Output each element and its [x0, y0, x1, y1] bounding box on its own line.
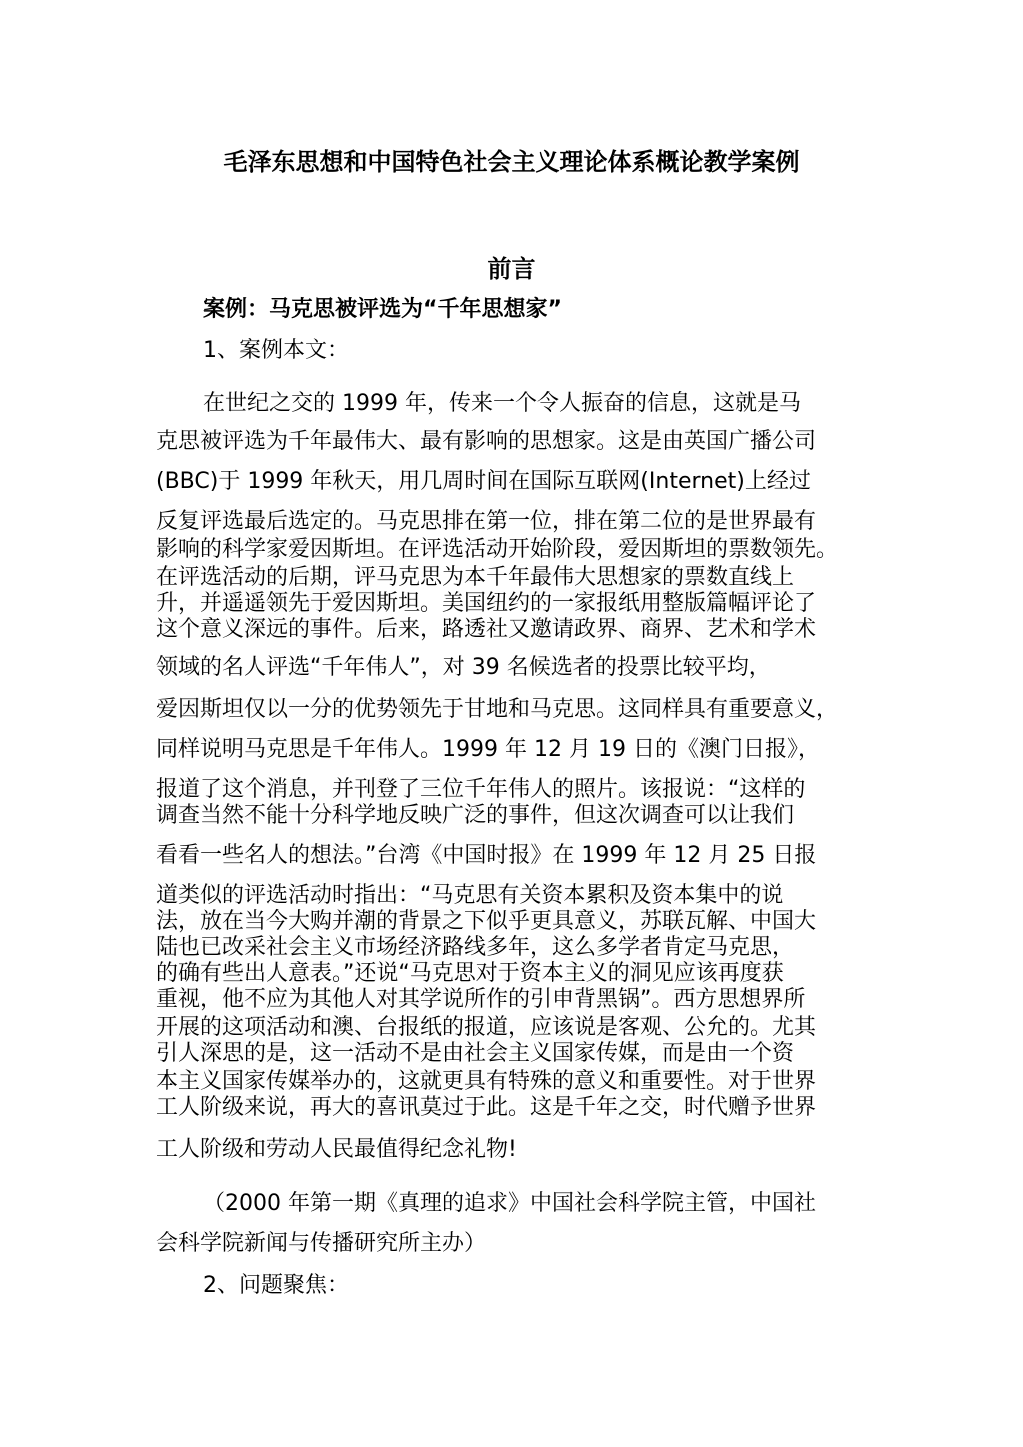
body-line: 法，放在当今大购并潮的背景之下似乎更具意义，苏联瓦解、中国大	[156, 909, 817, 934]
body-line: 工人阶级来说，再大的喜讯莫过于此。这是千年之交，时代赠予世界	[156, 1095, 817, 1120]
body-line: 本主义国家传媒举办的，这就更具有特殊的意义和重要性。对于世界	[156, 1069, 817, 1094]
body-line: 领域的名人评选“千年伟人”，对 39 名候选者的投票比较平均，	[156, 655, 771, 680]
body-line: 的确有些出人意表。”还说“马克思对于资本主义的洞见应该再度获	[156, 961, 784, 986]
item1-label: 1、案例本文：	[203, 338, 349, 363]
body-line: 报道了这个消息，并刊登了三位千年伟人的照片。该报说：“这样的	[156, 777, 806, 802]
body-line: 在评选活动的后期，评马克思为本千年最伟大思想家的票数直线上	[156, 565, 795, 590]
source-citation-line: 会科学院新闻与传播研究所主办）	[156, 1231, 487, 1256]
body-line: 反复评选最后选定的。马克思排在第一位，排在第二位的是世界最有	[156, 509, 817, 534]
body-line: 引人深思的是，这一活动不是由社会主义国家传媒，而是由一个资	[156, 1041, 795, 1066]
body-line: 重视，他不应为其他人对其学说所作的引申背黑锅”。西方思想界所	[156, 987, 806, 1012]
body-line: 开展的这项活动和澳、台报纸的报道，应该说是客观、公允的。尤其	[156, 1015, 817, 1040]
item2-label: 2、问题聚焦：	[203, 1273, 349, 1298]
section-title: 前言	[487, 255, 536, 283]
body-line: 调查当然不能十分科学地反映广泛的事件，但这次调查可以让我们	[156, 803, 795, 828]
body-line: 克思被评选为千年最伟大、最有影响的思想家。这是由英国广播公司	[156, 429, 817, 454]
body-line: 陆也已改采社会主义市场经济路线多年，这么多学者肯定马克思，	[156, 935, 795, 960]
body-line: 升，并遥遥领先于爱因斯坦。美国纽约的一家报纸用整版篇幅评论了	[156, 591, 817, 616]
document-title: 毛泽东思想和中国特色社会主义理论体系概论教学案例	[223, 148, 800, 176]
body-line: (BBC)于 1999 年秋天，用几周时间在国际互联网(Internet)上经过	[156, 469, 811, 494]
body-line: 工人阶级和劳动人民最值得纪念礼物!	[156, 1137, 517, 1162]
case-heading: 案例：马克思被评选为“千年思想家”	[203, 297, 562, 322]
source-citation-line: （2000 年第一期《真理的追求》中国社会科学院主管，中国社	[203, 1191, 816, 1216]
body-line: 影响的科学家爱因斯坦。在评选活动开始阶段，爱因斯坦的票数领先。	[156, 537, 839, 562]
body-line: 爱因斯坦仅以一分的优势领先于甘地和马克思。这同样具有重要意义，	[156, 697, 839, 722]
body-line: 道类似的评选活动时指出：“马克思有关资本累积及资本集中的说	[156, 883, 784, 908]
body-line: 同样说明马克思是千年伟人。1999 年 12 月 19 日的《澳门日报》，	[156, 737, 820, 762]
body-line: 这个意义深远的事件。后来，路透社又邀请政界、商界、艺术和学术	[156, 617, 817, 642]
body-line: 在世纪之交的 1999 年，传来一个令人振奋的信息，这就是马	[203, 391, 801, 416]
body-line: 看看一些名人的想法。”台湾《中国时报》在 1999 年 12 月 25 日报	[156, 843, 817, 868]
